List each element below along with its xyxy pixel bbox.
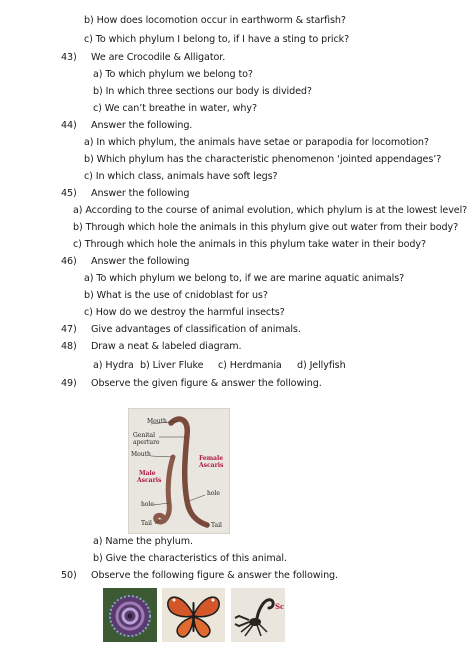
question-44c: c) In which class, animals have soft legs? (84, 171, 278, 182)
question-45 (61, 188, 189, 200)
question-44a: a) In which phylum, the animals have setae or parapodia for locomotion? (84, 137, 429, 148)
question-44 (61, 120, 192, 132)
question-45a: a) According to the course of animal evolution, which phylum is at the lowest level? (73, 205, 468, 216)
question-47 (61, 324, 301, 336)
option-liver-fluke: b) Liver Fluke (140, 360, 204, 371)
male-worm (156, 457, 173, 522)
question-text: Answer the following. (91, 120, 193, 131)
scorpion-image (231, 588, 285, 642)
question-45c: c) Through which hole the animals in this phylum take water in their body? (73, 239, 426, 250)
question-text: Answer the following (91, 188, 190, 199)
question-text: Observe the following figure & answer the following. (91, 570, 338, 581)
question-text: Give advantages of classification of animals. (91, 324, 301, 335)
option-jellyfish: d) Jellyfish (297, 360, 346, 371)
question-49b: b) Give the characteristics of this animal. (93, 553, 287, 564)
label-male-ascaris: Ascaris (137, 477, 162, 484)
question-number: 47) (61, 324, 77, 335)
question-50 (61, 570, 338, 582)
question-number: 44) (61, 120, 77, 131)
question-text: Draw a neat & labeled diagram. (91, 341, 242, 352)
label-genital: Genital (133, 432, 156, 439)
question-43c: c) We can’t breathe in water, why? (93, 103, 257, 114)
question-number: 45) (61, 188, 77, 199)
question-46c: c) How do we destroy the harmful insects? (84, 307, 285, 318)
label-male: Male (139, 470, 156, 477)
butterfly-image (162, 588, 225, 642)
question-text: Observe the given figure & answer the following. (91, 378, 322, 389)
scorpion-photo (231, 588, 285, 642)
question-48-options (93, 360, 346, 372)
question-43a: a) To which phylum we belong to? (93, 69, 253, 80)
question-43b: b) In which three sections our body is divided? (93, 86, 312, 97)
label-mouth-top: Mouth (147, 418, 167, 425)
millipede-photo (103, 588, 157, 642)
question-42b: b) How does locomotion occur in earthworm & starfish? (84, 15, 346, 26)
question-44b: b) Which phylum has the characteristic phenomenon ‘jointed appendages’? (84, 154, 442, 165)
label-hole-left: hole (141, 501, 154, 508)
question-text: We are Crocodile & Alligator. (91, 52, 226, 63)
question-46b: b) What is the use of cnidoblast for us? (84, 290, 268, 301)
label-tail-right: Tail (211, 522, 222, 529)
label-female: Female (199, 455, 224, 462)
question-42c: c) To which phylum I belong to, if I have a sting to prick? (84, 34, 350, 45)
question-43 (61, 52, 225, 64)
question-49 (61, 378, 322, 390)
question-text: Answer the following (91, 256, 190, 267)
question-46a: a) To which phylum we belong to, if we are marine aquatic animals? (84, 273, 405, 284)
ascaris-figure (128, 408, 230, 534)
label-female-ascaris: Ascaris (199, 462, 224, 469)
question-number: 48) (61, 341, 77, 352)
question-number: 46) (61, 256, 77, 267)
question-number: 49) (61, 378, 77, 389)
millipede-image (103, 588, 157, 642)
label-scorpion: Sc (275, 602, 285, 611)
label-tail-left: Tail (141, 520, 152, 527)
label-hole-right: hole (207, 490, 220, 497)
option-hydra: a) Hydra (93, 360, 134, 371)
butterfly-photo (162, 588, 225, 642)
label-mouth-mid: Mouth (131, 451, 151, 458)
question-number: 43) (61, 52, 77, 63)
question-49a: a) Name the phylum. (93, 536, 193, 547)
female-worm (171, 419, 207, 525)
question-number: 50) (61, 570, 77, 581)
question-46 (61, 256, 189, 268)
question-45b: b) Through which hole the animals in this phylum give out water from their body? (73, 222, 459, 233)
option-herdmania: c) Herdmania (218, 360, 282, 371)
question-48 (61, 341, 241, 353)
label-aperture: aperture (133, 439, 160, 446)
